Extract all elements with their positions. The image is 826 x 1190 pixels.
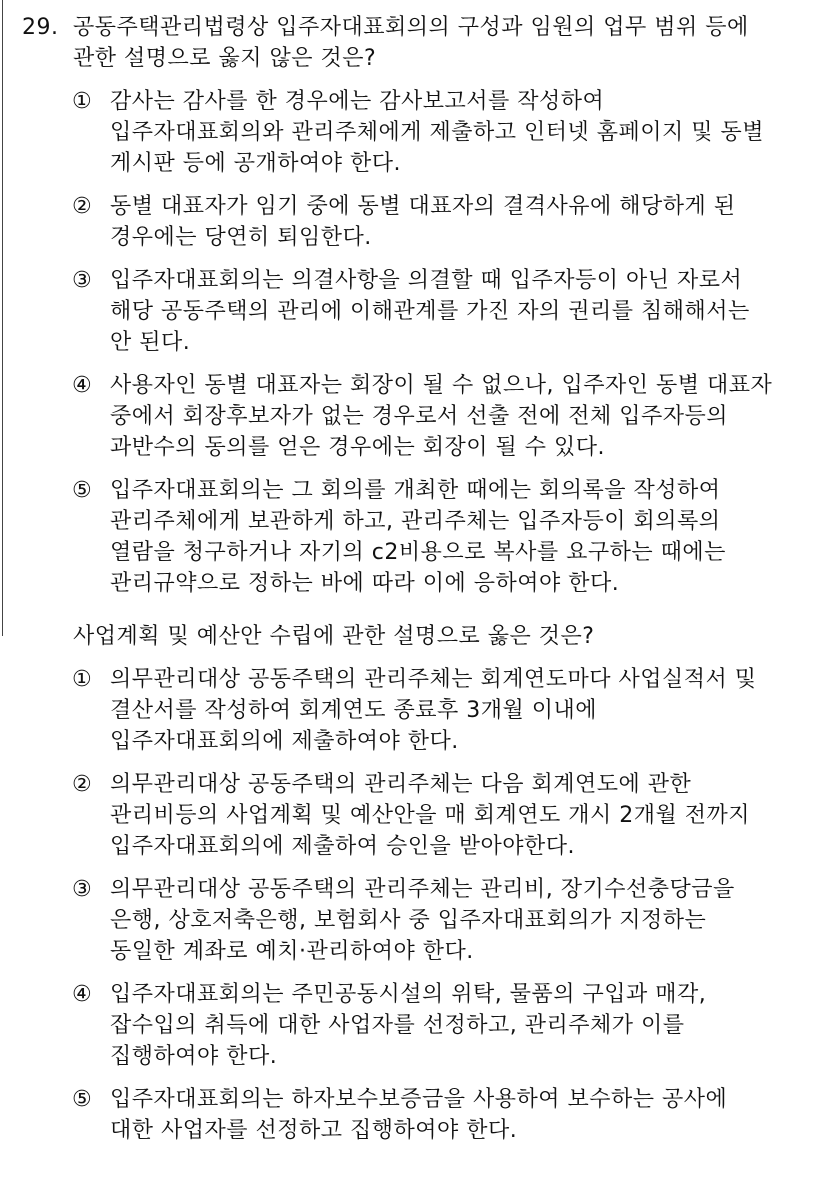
option-marker: ② xyxy=(72,194,93,219)
option-text: 사용자인 동별 대표자는 회장이 될 수 없으나, 입주자인 동별 대표자 중에서 회장후보자가 없는 경우로서 선출 전에 전체 입주자등의 과반수의 동의를 얻은 경우에는 회장이 될 수 있다. xyxy=(110,373,773,460)
option-text: 입주자대표회의는 그 회의를 개최한 때에는 회의록을 작성하여 관리주체에게 보관하게 하고, 관리주체는 입주자등이 회의록의 열람을 청구하거나 자기의 c2비용으로 복사를 요구하는 때에는 관리규약으로 정하는 바에 따라 이에 응하여야 한다. xyxy=(110,478,726,596)
option-marker: ③ xyxy=(72,877,93,902)
option-text: 입주자대표회의는 하자보수보증금을 사용하여 보수하는 공사에 대한 사업자를 선정하고 집행하여야 한다. xyxy=(110,1087,728,1143)
option-1[interactable] xyxy=(0,664,826,757)
option-text: 의무관리대상 공동주택의 관리주체는 관리비, 장기수선충당금을 은행, 상호저축은행, 보험회사 중 입주자대표회의가 지정하는 동일한 계좌로 예치·관리하여야 한다. xyxy=(110,877,735,964)
option-text: 입주자대표회의는 의결사항을 의결할 때 입주자등이 아닌 자로서 해당 공동주택의 관리에 이해관계를 가진 자의 권리를 침해해서는 안 된다. xyxy=(110,268,750,355)
option-list xyxy=(0,86,826,599)
option-2[interactable] xyxy=(0,191,826,253)
question-text: 사업계획 및 예산안 수립에 관한 설명으로 옳은 것은? xyxy=(73,624,595,649)
option-5[interactable] xyxy=(0,1084,826,1146)
question-number: 29. xyxy=(22,15,59,40)
option-marker: ① xyxy=(72,667,93,692)
option-4[interactable] xyxy=(0,979,826,1072)
option-4[interactable] xyxy=(0,370,826,463)
option-marker: ④ xyxy=(72,373,93,398)
option-3[interactable] xyxy=(0,265,826,358)
option-text: 동별 대표자가 임기 중에 동별 대표자의 결격사유에 해당하게 된 경우에는 당연히 퇴임한다. xyxy=(110,194,736,250)
question-stem xyxy=(0,12,826,74)
option-5[interactable] xyxy=(0,475,826,599)
option-text: 감사는 감사를 한 경우에는 감사보고서를 작성하여 입주자대표회의와 관리주체에게 제출하고 인터넷 홈페이지 및 동별 게시판 등에 공개하여야 한다. xyxy=(110,89,765,176)
option-marker: ⑤ xyxy=(72,478,93,503)
option-1[interactable] xyxy=(0,86,826,179)
option-marker: ④ xyxy=(72,982,93,1007)
option-3[interactable] xyxy=(0,874,826,967)
option-list xyxy=(0,664,826,1146)
option-marker: ⑤ xyxy=(72,1087,93,1112)
option-2[interactable] xyxy=(0,769,826,862)
option-text: 의무관리대상 공동주택의 관리주체는 회계연도마다 사업실적서 및 결산서를 작성하여 회계연도 종료후 3개월 이내에 입주자대표회의에 제출하여야 한다. xyxy=(110,667,757,754)
question-stem xyxy=(0,621,826,652)
question-text: 공동주택관리법령상 입주자대표회의의 구성과 임원의 업무 범위 등에 관한 설명으로 옳지 않은 것은? xyxy=(73,15,749,71)
question-30 xyxy=(0,621,826,1146)
option-text: 의무관리대상 공동주택의 관리주체는 다음 회계연도에 관한 관리비등의 사업계획 및 예산안을 매 회계연도 개시 2개월 전까지 입주자대표회의에 제출하여 승인을 받아야한다. xyxy=(110,772,750,859)
option-marker: ① xyxy=(72,89,93,114)
option-marker: ② xyxy=(72,772,93,797)
option-text: 입주자대표회의는 주민공동시설의 위탁, 물품의 구입과 매각, 잡수입의 취득에 대한 사업자를 선정하고, 관리주체가 이를 집행하여야 한다. xyxy=(110,982,707,1069)
option-marker: ③ xyxy=(72,268,93,293)
